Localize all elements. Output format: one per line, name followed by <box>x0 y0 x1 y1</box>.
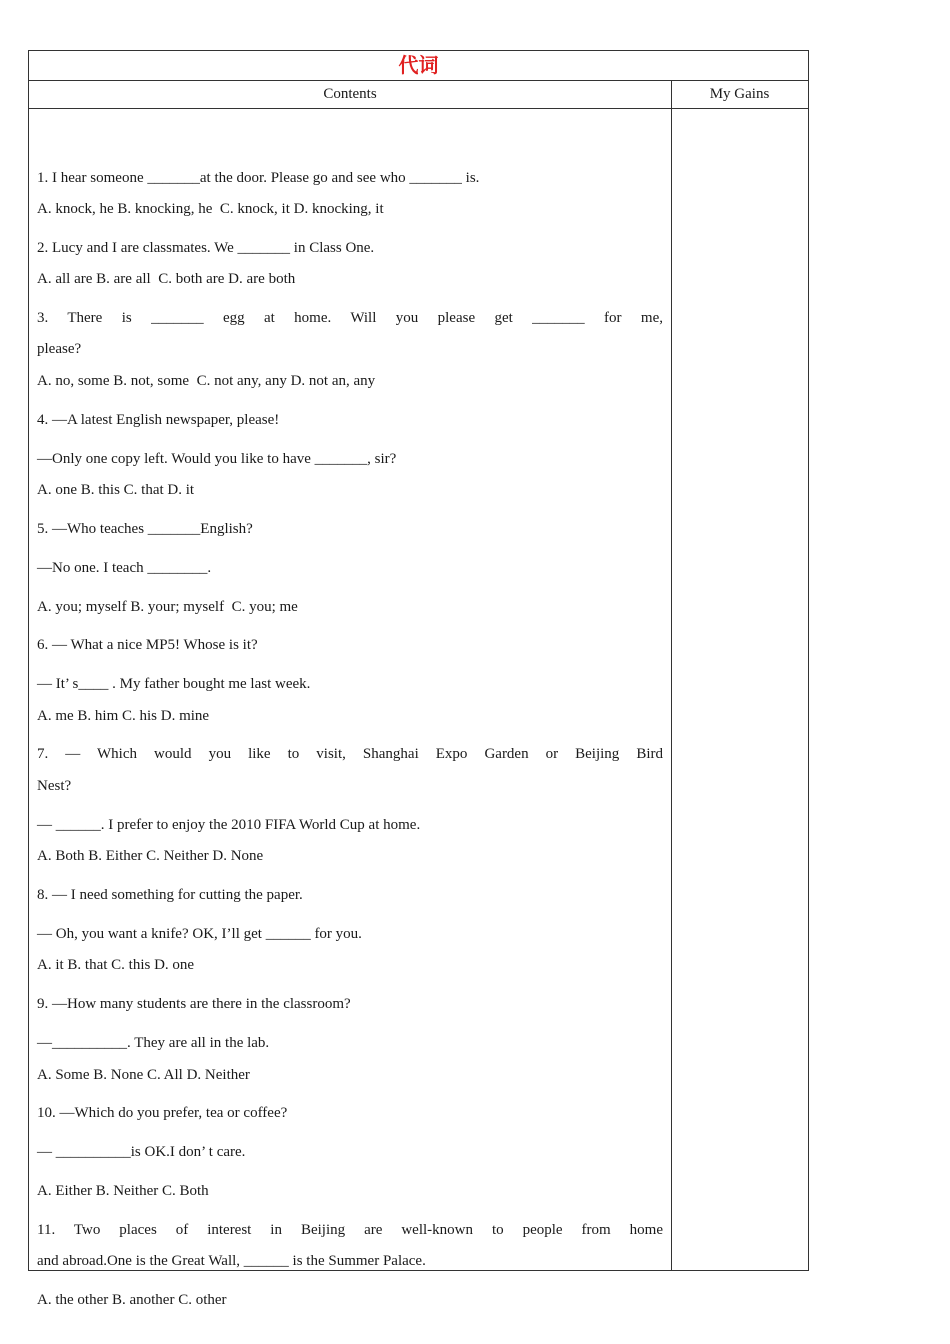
question-7-options: A. Both B. Either C. Neither D. None <box>37 848 264 864</box>
question-1-line-1: 1. I hear someone _______at the door. Please go and see who _______ is. <box>37 170 480 186</box>
question-5-line-1: 5. —Who teaches _______English? <box>37 521 253 537</box>
question-11-line-1: 11. Two places of interest in Beijing are well-known to people from home <box>37 1222 663 1238</box>
title-row <box>29 51 808 81</box>
header-row <box>29 80 808 109</box>
question-7-line-1: 7. — Which would you like to visit, Shanghai Expo Garden or Beijing Bird <box>37 746 663 762</box>
question-9-options: A. Some B. None C. All D. Neither <box>37 1067 250 1083</box>
question-9-line-2: —__________. They are all in the lab. <box>37 1035 270 1051</box>
question-3-line-1: 3. There is _______ egg at home. Will you please get _______ for me, <box>37 310 663 326</box>
question-8-line-1: 8. — I need something for cutting the paper. <box>37 887 303 903</box>
question-10-line-2: — __________is OK.I don’ t care. <box>37 1144 246 1160</box>
question-5-line-2: —No one. I teach ________. <box>37 560 212 576</box>
question-3-line-2: please? <box>37 341 82 357</box>
question-3-options: A. no, some B. not, some C. not any, any D. not an, any <box>37 373 376 389</box>
question-4-line-2: —Only one copy left. Would you like to have _______, sir? <box>37 451 397 467</box>
question-6-options: A. me B. him C. his D. mine <box>37 708 210 724</box>
question-10-options: A. Either B. Neither C. Both <box>37 1183 209 1199</box>
my-gains-header: My Gains <box>709 86 770 102</box>
question-6-line-1: 6. — What a nice MP5! Whose is it? <box>37 637 258 653</box>
column-divider <box>671 80 672 1270</box>
question-7-line-2: Nest? <box>37 778 72 794</box>
question-4-options: A. one B. this C. that D. it <box>37 482 195 498</box>
question-11-options: A. the other B. another C. other <box>37 1292 227 1308</box>
question-2-line-1: 2. Lucy and I are classmates. We _______ in Class One. <box>37 240 375 256</box>
question-10-line-1: 10. —Which do you prefer, tea or coffee? <box>37 1105 288 1121</box>
worksheet-table <box>28 50 809 1308</box>
question-8-options: A. it B. that C. this D. one <box>37 957 195 973</box>
question-9-line-1: 9. —How many students are there in the classroom? <box>37 996 351 1012</box>
question-4-line-1: 4. —A latest English newspaper, please! <box>37 412 280 428</box>
question-11-line-2: and abroad.One is the Great Wall, ______ is the Summer Palace. <box>37 1253 426 1269</box>
page-title: 代词 <box>398 53 439 77</box>
contents-header: Contents <box>323 86 377 102</box>
question-2-options: A. all are B. are all C. both are D. are both <box>37 271 296 287</box>
question-1-options: A. knock, he B. knocking, he C. knock, it D. knocking, it <box>37 201 384 217</box>
question-7-line-3: — ______. I prefer to enjoy the 2010 FIFA World Cup at home. <box>37 817 421 833</box>
question-8-line-2: — Oh, you want a knife? OK, I’ll get ______ for you. <box>37 926 362 942</box>
question-6-line-2: — It’ s____ . My father bought me last week. <box>37 676 311 692</box>
question-5-options: A. you; myself B. your; myself C. you; me <box>37 599 298 615</box>
